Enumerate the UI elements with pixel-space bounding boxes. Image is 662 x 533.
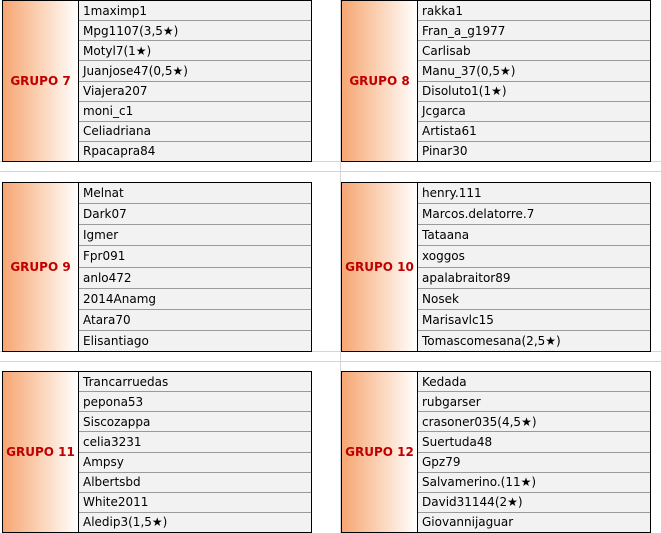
- member-cell[interactable]: Salvamerino.(11★): [418, 473, 650, 493]
- row-gridline: [0, 361, 662, 362]
- member-cell[interactable]: rakka1: [418, 1, 650, 21]
- member-cell[interactable]: Pinar30: [418, 142, 650, 161]
- row-gridline: [0, 171, 662, 172]
- member-cell[interactable]: Aledip3(1,5★): [79, 513, 311, 532]
- member-cell[interactable]: celia3231: [79, 432, 311, 452]
- member-list: [418, 1, 650, 161]
- member-cell[interactable]: Marisavlc15: [418, 310, 650, 331]
- member-cell[interactable]: Marcos.delatorre.7: [418, 204, 650, 225]
- member-cell[interactable]: Viajera207: [79, 82, 311, 102]
- member-cell[interactable]: Igmer: [79, 225, 311, 246]
- member-cell[interactable]: Artista61: [418, 122, 650, 142]
- member-cell[interactable]: Fran_a_g1977: [418, 21, 650, 41]
- group-table: [2, 182, 312, 352]
- member-cell[interactable]: crasoner035(4,5★): [418, 412, 650, 432]
- member-cell[interactable]: Juanjose47(0,5★): [79, 61, 311, 81]
- member-cell[interactable]: Trancarruedas: [79, 372, 311, 392]
- member-cell[interactable]: Melnat: [79, 183, 311, 204]
- member-cell[interactable]: apalabraitor89: [418, 268, 650, 289]
- member-cell[interactable]: Motyl7(1★): [79, 41, 311, 61]
- member-cell[interactable]: Suertuda48: [418, 432, 650, 452]
- member-cell[interactable]: Fpr091: [79, 246, 311, 267]
- member-cell[interactable]: White2011: [79, 493, 311, 513]
- member-cell[interactable]: Giovannijaguar: [418, 513, 650, 532]
- group-label[interactable]: GRUPO 12: [342, 372, 418, 532]
- member-cell[interactable]: Ampsy: [79, 453, 311, 473]
- member-cell[interactable]: Manu_37(0,5★): [418, 61, 650, 81]
- member-cell[interactable]: David31144(2★): [418, 493, 650, 513]
- member-list: [79, 372, 311, 532]
- member-cell[interactable]: Celiadriana: [79, 122, 311, 142]
- group-table: [2, 371, 312, 533]
- member-cell[interactable]: 2014Anamg: [79, 289, 311, 310]
- member-cell[interactable]: Nosek: [418, 289, 650, 310]
- group-label[interactable]: GRUPO 10: [342, 183, 418, 351]
- member-list: [79, 1, 311, 161]
- group-table: [341, 371, 651, 533]
- member-list: [79, 183, 311, 351]
- member-cell[interactable]: Elisantiago: [79, 331, 311, 351]
- group-table: [341, 0, 651, 162]
- group-label[interactable]: GRUPO 7: [3, 1, 79, 161]
- member-cell[interactable]: pepona53: [79, 392, 311, 412]
- member-cell[interactable]: Kedada: [418, 372, 650, 392]
- member-cell[interactable]: henry.111: [418, 183, 650, 204]
- group-table: [2, 0, 312, 162]
- member-cell[interactable]: Tomascomesana(2,5★): [418, 331, 650, 351]
- member-cell[interactable]: rubgarser: [418, 392, 650, 412]
- member-cell[interactable]: Siscozappa: [79, 412, 311, 432]
- group-table: [341, 182, 651, 352]
- member-cell[interactable]: Tataana: [418, 225, 650, 246]
- member-cell[interactable]: anlo472: [79, 268, 311, 289]
- member-cell[interactable]: 1maximp1: [79, 1, 311, 21]
- group-label[interactable]: GRUPO 8: [342, 1, 418, 161]
- member-cell[interactable]: Rpacapra84: [79, 142, 311, 161]
- group-label[interactable]: GRUPO 9: [3, 183, 79, 351]
- member-cell[interactable]: Atara70: [79, 310, 311, 331]
- member-cell[interactable]: xoggos: [418, 246, 650, 267]
- member-cell[interactable]: Albertsbd: [79, 473, 311, 493]
- member-list: [418, 183, 650, 351]
- member-cell[interactable]: moni_c1: [79, 102, 311, 122]
- member-cell[interactable]: Mpg1107(3,5★): [79, 21, 311, 41]
- member-cell[interactable]: Disoluto1(1★): [418, 82, 650, 102]
- member-cell[interactable]: Carlisab: [418, 41, 650, 61]
- group-label[interactable]: GRUPO 11: [3, 372, 79, 532]
- member-cell[interactable]: Jcgarca: [418, 102, 650, 122]
- member-cell[interactable]: Dark07: [79, 204, 311, 225]
- member-cell[interactable]: Gpz79: [418, 453, 650, 473]
- member-list: [418, 372, 650, 532]
